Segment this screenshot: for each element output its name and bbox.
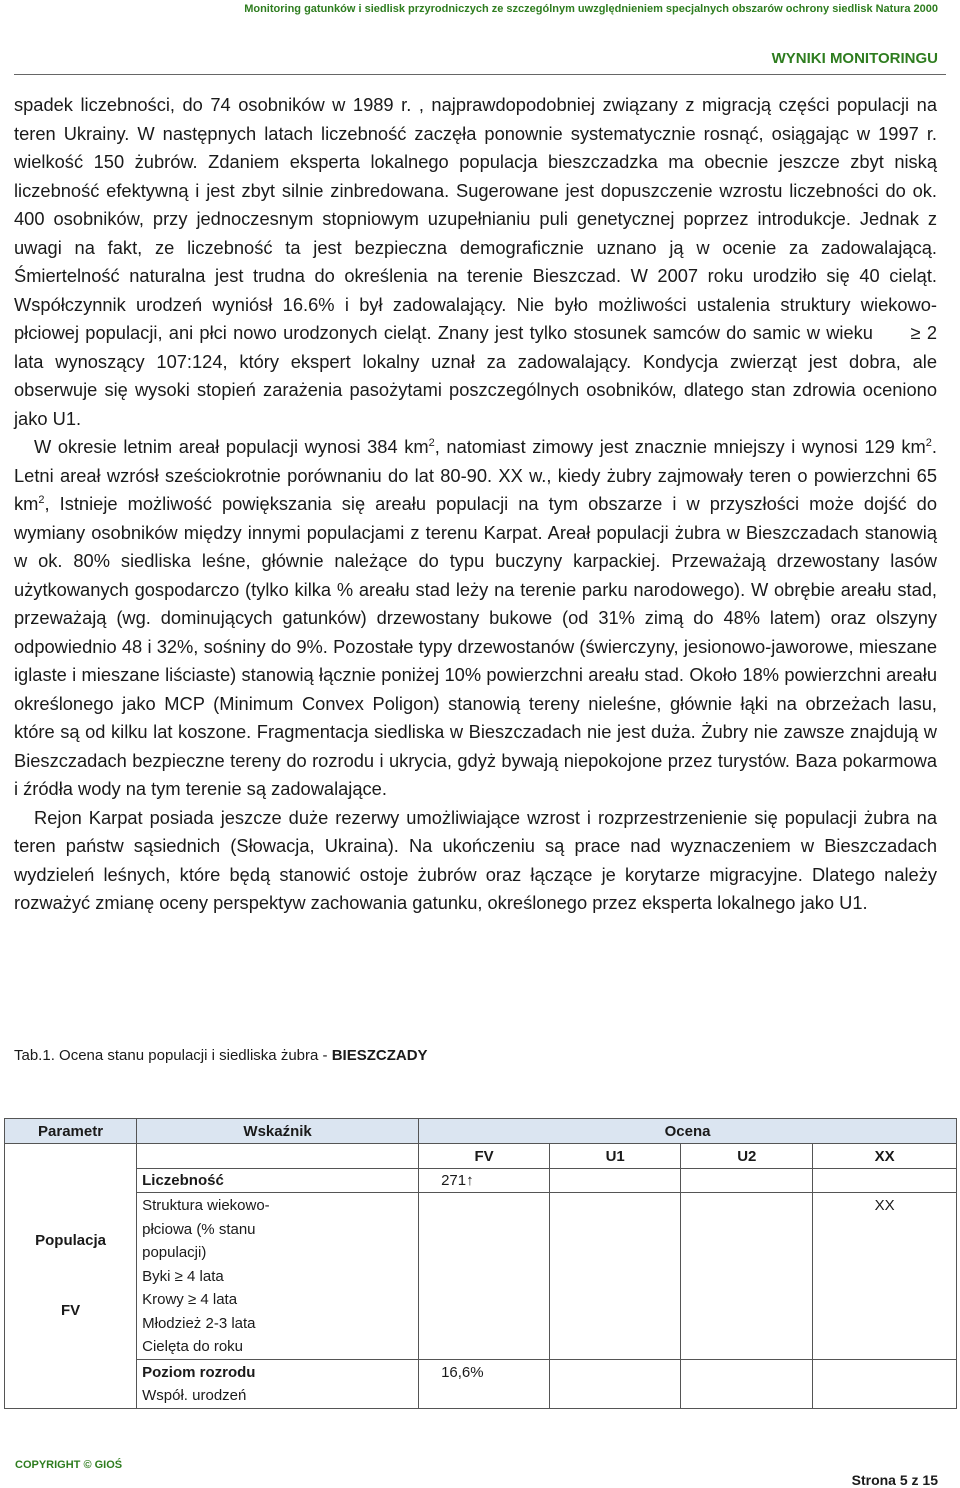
poziom-rozrodu-label: Poziom rozrodu [142,1363,256,1381]
empty-cell [681,1169,813,1193]
paragraph-2-part-d: , Istnieje możliwość powiększania się areału populacji na tym obszarze i w przyszłości może dojść do wymiany osobników między innymi populacjami z terenu Karpat. Areał populacji żubra w Bieszczadach stanowią w ok. 80% siedliska leśne, głównie należące do typu buczyny karpackiej. Przeważają drzewostany lasów użytkowanych gospodarczo (tylko kilka % areału stad leży na terenie parku narodowego). W obrębie areału stad, przeważają (wg. dominujących gatunków) drzewostany bukowe (od 31% zimą do 48% latem) oraz olszyny odpowiednio 48 i 32%, sośniny do 9%. Pozostałe typy drzewostanów (świerczyny, jesionowo-jaworowe, mieszane iglaste i mieszane liściaste) stanowią łącznie poniżej 10% powierzchni areału stad. Około 18% powierzchni areału określonego jako MCP (Minimum Convex Poligon) stanowią tereny nieleśne, głównie łąki na obrzeżach lasu, które są od kilku lat koszone. Fragmentacja siedliska w Bieszczadach nie jest duża. Żubry nie zawsze znajdują w Bieszczadach bezpieczne tereny do rozrodu i ukrycia, gdyż bywają niepokojone przez turystów. Baza pokarmowa i źródła wody na tym terenie są zadowalające. [14,493,937,799]
struktura-line: populacji) [142,1244,207,1261]
indicator-liczebnosc: Liczebność [137,1169,419,1193]
empty-cell [550,1193,681,1360]
empty-cell [550,1359,681,1408]
struktura-line: Byki ≥ 4 lata [142,1267,224,1285]
paragraph-2-part-b: , natomiast zimowy jest znacznie mniejszy i wynosi 129 km [434,436,926,457]
indicator-poziom-rozrodu [137,1359,419,1408]
liczebnosc-value: 271 [441,1172,467,1189]
greater-equal-symbol: ≥ [910,322,921,343]
struktura-xx-value: XX [813,1193,957,1360]
struktura-line: płciowa (% stanu [142,1220,256,1238]
superscript: 2 [925,437,932,449]
empty-cell [137,1144,419,1169]
page-number: Strona 5 z 15 [851,1472,938,1488]
paragraph-1-part-a: spadek liczebności, do 74 osobników w 1989 r. , najprawdopodobniej związany z migracją części populacji na teren Ukrainy. W następnych latach liczebność zaczęła ponownie systematycznie rosnąć, osiągając w 1997 r. wielkość 150 żubrów. Zdaniem eksperta lokalnego populacja bieszczadzka ma obecnie jeszcze zbyt niską liczebność efektywną i jest zbyt silnie zinbredowana. Sugerowane jest dopuszczenie wzrostu liczebności do ok. 400 osobników, przy jednoczesnym stopniowym uzupełnianiu puli genetycznej poprzez introdukcje. Jednak z uwagi na fakt, ze liczebność ta jest bezpieczna demograficznie uznano ją w ocenie za zadowalającą. Śmiertelność naturalna jest trudna do określenia na terenie Bieszczad. W 2007 roku urodziło się 40 cieląt. Współczynnik urodzeń wyniósł 16.6% i był zadowalający. Nie było możliwości ustalenia struktury wiekowo-płciowej populacji, ani płci nowo urodzonych cieląt. Znany jest tylko stosunek samców do samic w wieku [14,94,937,343]
subheader-fv: FV [419,1144,550,1169]
copyright: COPYRIGHT © GIOŚ [15,1459,123,1471]
parameter-rating: FV [60,1302,81,1320]
struktura-line: Młodzież 2-3 lata [142,1314,256,1332]
empty-cell [550,1169,681,1193]
empty-cell [681,1359,813,1408]
subheader-u2: U2 [681,1144,813,1169]
header-divider [14,74,946,75]
empty-cell [419,1193,550,1360]
up-arrow-icon: ↑ [466,1172,474,1189]
wspol-urodzen-label: Współ. urodzeń [142,1387,247,1404]
struktura-line: Cielęta do roku [142,1338,244,1355]
body-text [14,91,937,918]
poziom-rozrodu-fv-value: 16,6% [419,1359,550,1408]
parameter-cell [5,1144,137,1409]
paragraph-3: Rejon Karpat posiada jeszcze duże rezerwy umożliwiające wzrost i rozprzestrzenienie się populacji żubra na teren państw sąsiednich (Słowacja, Ukraina). Na ukończeniu są prace nad wyznaczeniem w Bieszczadach wydzieleń leśnych, które będą stanowić ostoje żubrów oraz łączące je korytarze migracyjne. Dlatego należy rozważyć zmianę oceny perspektyw zachowania gatunku, określonego przez eksperta lokalnego jako U1. [14,806,937,913]
section-title: WYNIKI MONITORINGU [771,50,938,67]
empty-cell [813,1169,957,1193]
empty-cell [813,1359,957,1408]
superscript: 2 [428,437,435,449]
paragraph-2-part-a: W okresie letnim areał populacji wynosi 384 km [34,436,429,457]
paragraph-1 [14,91,937,433]
superscript: 2 [38,494,45,506]
paragraph-1-part-b: 2 lata wynoszący 107:124, który ekspert lokalny uznał za zadowalający. Kondycja zwierząt jest dobra, ale obserwuje się wysoki stopień zarażenia pasożytami poszczególnych osobników, dlatego stan zdrowia oceniono jako U1. [14,322,937,429]
subheader-u1: U1 [550,1144,681,1169]
header-ocena: Ocena [419,1119,957,1144]
subheader-xx: XX [813,1144,957,1169]
header-wskaznik: Wskaźnik [137,1119,419,1144]
struktura-line: Krowy ≥ 4 lata [142,1291,238,1308]
caption-location: BIESZCZADY [331,1047,428,1064]
document-header-title: Monitoring gatunków i siedlisk przyrodniczych ze szczególnym uwzględnieniem specjalnych obszarów ochrony siedlisk Natura 2000 [244,3,938,15]
indicator-struktura [137,1193,419,1360]
table-caption [14,1047,428,1064]
liczebnosc-fv-value [419,1169,550,1193]
empty-cell [681,1193,813,1360]
parameter-name: Populacja [35,1232,106,1250]
caption-prefix: Tab.1. Ocena stanu populacji i siedliska żubra - [14,1047,332,1064]
header-parametr: Parametr [5,1119,137,1144]
assessment-table [4,1118,957,1409]
struktura-line: Struktura wiekowo- [142,1197,270,1214]
paragraph-2-part-c: . Letni areał wzrósł sześciokrotnie porównaniu do lat 80-90. XX w., kiedy żubry zajmowały teren o powierzchni 65 km [14,436,937,514]
paragraph-2 [14,433,937,804]
